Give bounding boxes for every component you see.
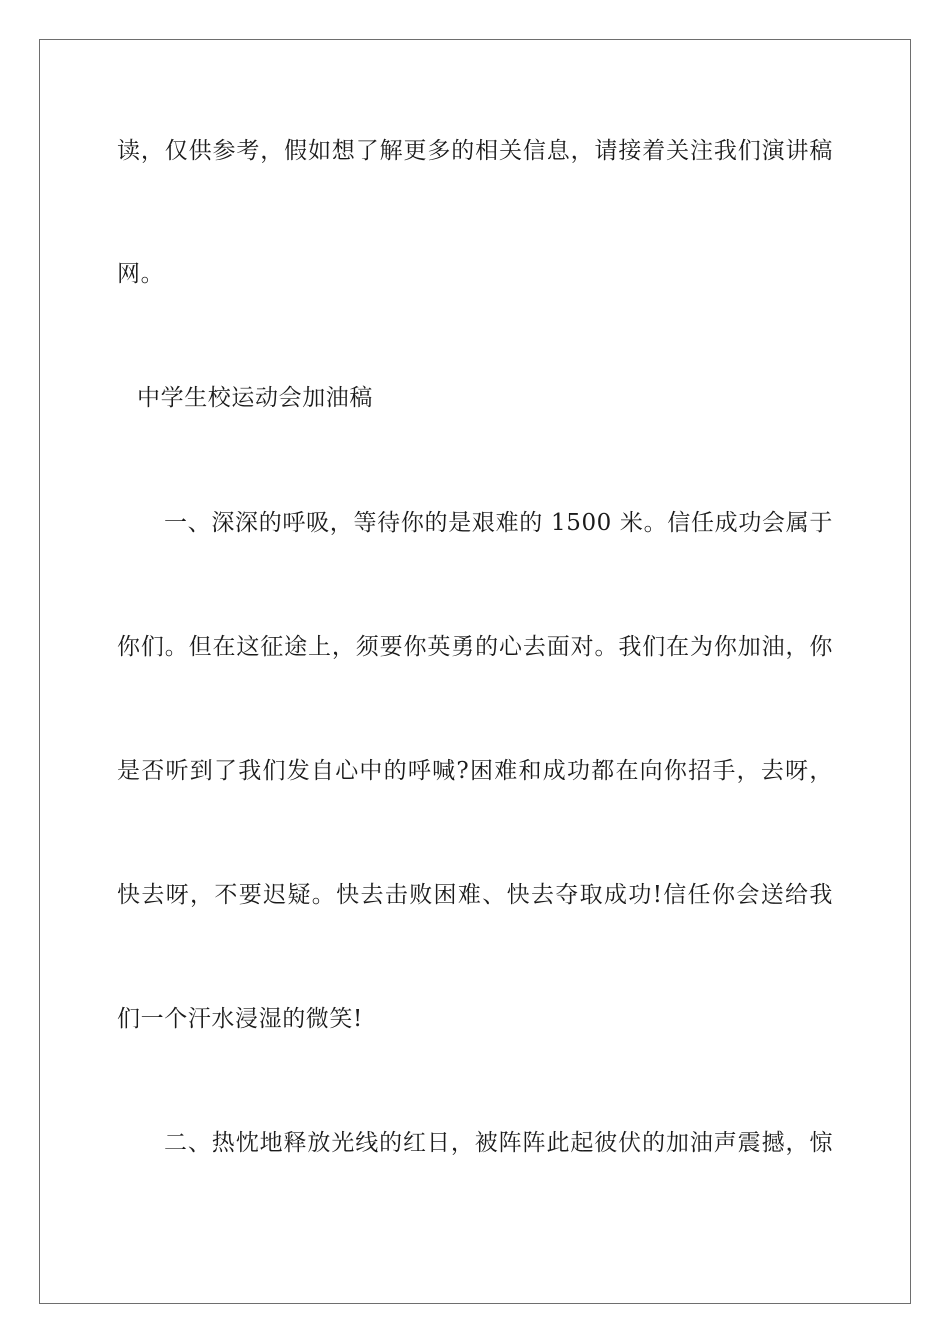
paragraph-line: 一、深深的呼吸，等待你的是艰难的 1500 米。信任成功会属于 xyxy=(164,510,833,536)
paragraph-line: 二、热忱地释放光线的红日，被阵阵此起彼伏的加油声震撼，惊 xyxy=(164,1130,833,1156)
page-border xyxy=(39,39,911,1304)
paragraph-line: 们一个汗水浸湿的微笑! xyxy=(117,1006,363,1032)
section-title: 中学生校运动会加油稿 xyxy=(137,385,373,411)
paragraph-line: 网。 xyxy=(117,261,165,287)
paragraph-line: 快去呀，不要迟疑。快去击败困难、快去夺取成功!信任你会送给我 xyxy=(117,882,833,908)
paragraph-line: 是否听到了我们发自心中的呼喊?困难和成功都在向你招手，去呀， xyxy=(117,758,833,784)
paragraph-line: 读，仅供参考，假如想了解更多的相关信息，请接着关注我们演讲稿 xyxy=(117,138,833,164)
paragraph-line: 你们。但在这征途上，须要你英勇的心去面对。我们在为你加油，你 xyxy=(117,634,833,660)
